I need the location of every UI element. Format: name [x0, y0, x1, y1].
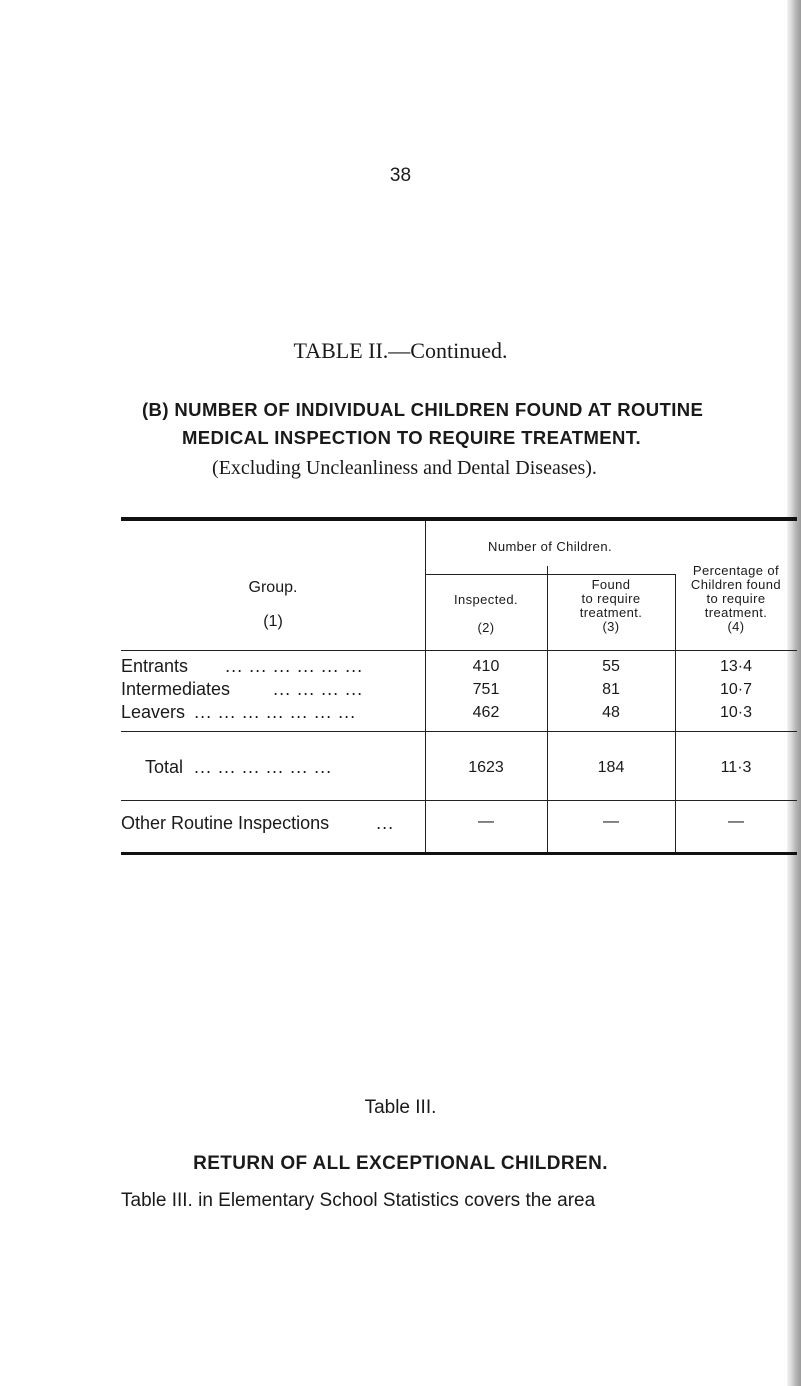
percentage-header — [675, 564, 797, 634]
total-bottom-line — [121, 800, 797, 801]
found-header-line3: treatment. — [579, 605, 643, 620]
page-number: 38 — [389, 165, 412, 186]
section-heading-line2: MEDICAL INSPECTION TO REQUIRE TREATMENT. — [182, 427, 641, 448]
row-label: Leavers — [121, 702, 186, 722]
table3-text: Table III. in Elementary School Statistics covers the area — [121, 1190, 596, 1211]
inspected-cell: 751 — [472, 681, 500, 698]
other-inspected-cell: — — [478, 813, 494, 830]
found-header-line1: Found — [591, 577, 631, 592]
total-inspected-cell: 1623 — [468, 759, 504, 776]
other-percentage-cell: — — [728, 813, 744, 830]
leader-dots: ... ... ... ... — [273, 679, 364, 699]
leader-dots: ... ... ... ... ... ... — [225, 656, 364, 676]
found-header — [547, 578, 675, 634]
pct-header-line3: to require — [706, 591, 766, 606]
group-header — [121, 578, 425, 632]
found-cell: 55 — [602, 658, 620, 675]
found-cell: 81 — [602, 681, 620, 698]
group-header-num: (1) — [263, 613, 283, 630]
group-header-label: Group. — [248, 579, 298, 596]
other-label: Other Routine Inspections — [121, 813, 330, 833]
inspected-header — [425, 593, 547, 635]
row-label: Intermediates — [121, 679, 231, 699]
inspected-cell: 410 — [472, 658, 500, 675]
table-top-rule — [121, 517, 797, 521]
inspected-cell: 462 — [472, 704, 500, 721]
leader-dots: ... ... ... ... ... ... — [194, 757, 333, 777]
total-found-cell: 184 — [597, 759, 625, 776]
pct-header-num: (4) — [727, 619, 745, 634]
table3-heading: RETURN OF ALL EXCEPTIONAL CHILDREN. — [193, 1153, 608, 1174]
number-of-children-header: Number of Children. — [488, 539, 612, 554]
total-top-line — [121, 731, 797, 732]
section-heading-line1: (B) NUMBER OF INDIVIDUAL CHILDREN FOUND AT ROUTINE — [142, 399, 704, 420]
inspected-header-label: Inspected. — [454, 592, 518, 607]
percentage-cell: 13·4 — [719, 658, 753, 675]
section-heading — [142, 396, 782, 452]
table3-title: Table III. — [364, 1097, 437, 1118]
subheading: (Excluding Uncleanliness and Dental Diseases). — [212, 457, 597, 479]
header-bottom-line — [121, 650, 797, 651]
percentage-cell: 10·7 — [719, 681, 753, 698]
percentage-cell: 10·3 — [719, 704, 753, 721]
leader-dots: ... ... ... ... ... ... ... — [194, 702, 357, 722]
table-title: TABLE II.—Continued. — [293, 338, 508, 363]
table-bottom-rule — [121, 852, 797, 855]
total-label: Total — [145, 757, 184, 777]
other-found-cell: — — [603, 813, 619, 830]
inspected-header-num: (2) — [477, 620, 495, 635]
found-cell: 48 — [602, 704, 620, 721]
pct-header-line4: treatment. — [704, 605, 768, 620]
pct-header-line1: Percentage of — [692, 563, 780, 578]
row-label: Entrants — [121, 656, 189, 676]
found-header-num: (3) — [602, 619, 620, 634]
found-header-line2: to require — [581, 591, 641, 606]
total-percentage-cell: 11·3 — [720, 759, 752, 776]
header-split-line — [425, 574, 675, 575]
leader-dots: ... — [376, 813, 395, 833]
pct-header-line2: Children found — [690, 577, 782, 592]
